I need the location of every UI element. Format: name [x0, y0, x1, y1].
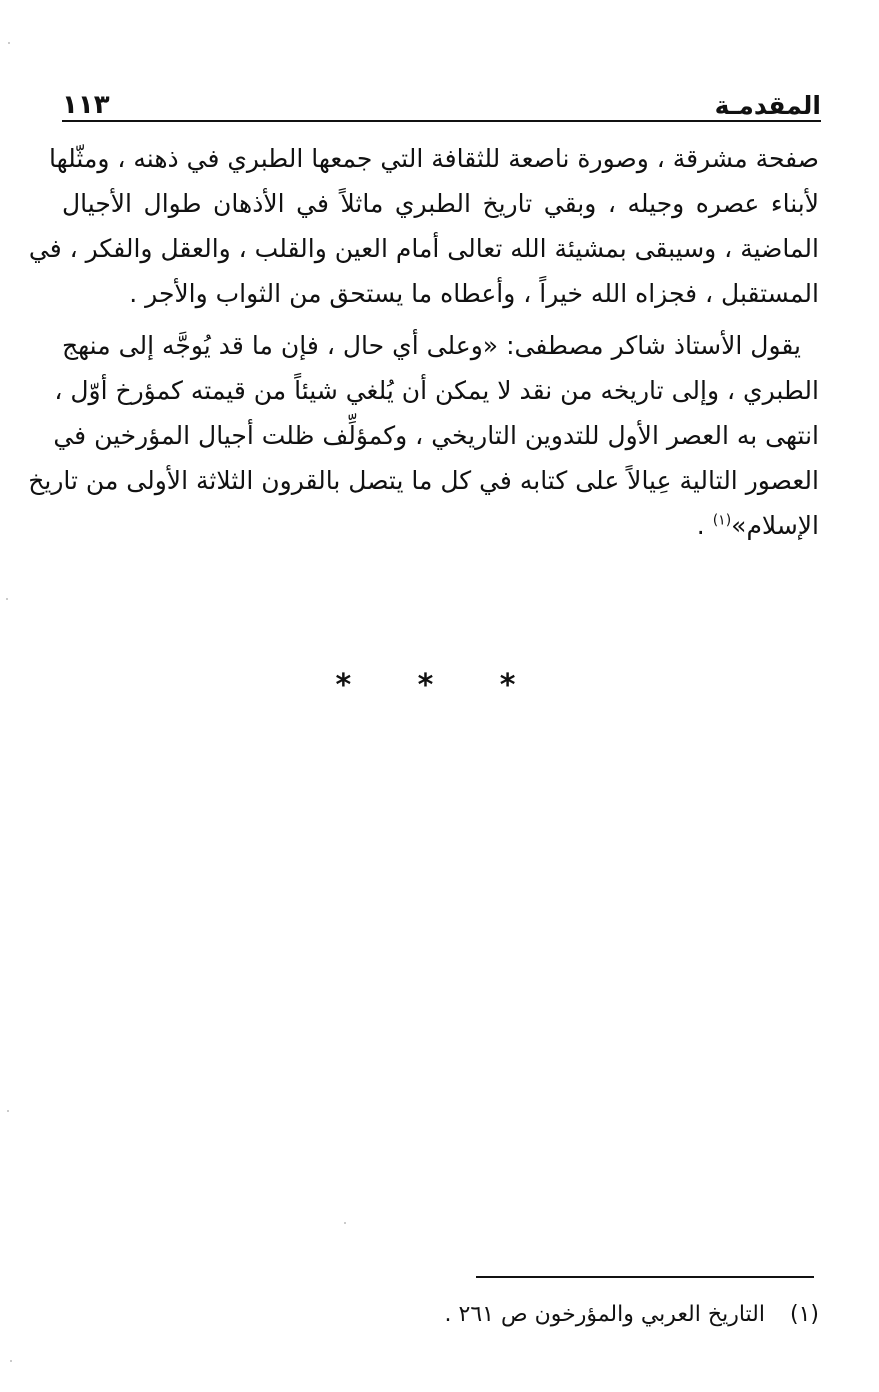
scan-speck [10, 1360, 12, 1362]
body-text [28, 136, 819, 548]
text-line: يقول الأستاذ شاكر مصطفى: «وعلى أي حال ، فإن ما قد يُوجَّه إلى منهج [62, 331, 801, 360]
paragraph-2 [28, 323, 819, 548]
footnote-number: (١) [789, 1302, 819, 1327]
running-header [62, 78, 821, 118]
scan-speck [344, 1222, 346, 1224]
text-line: لأبناء عصره وجيله ، وبقي تاريخ الطبري ماثلاً في الأذهان طوال الأجيال [62, 189, 819, 218]
footnote-text: التاريخ العربي والمؤرخون ص ٢٦١ . [444, 1302, 765, 1327]
header-title: المقدمـة [714, 91, 821, 120]
footnote-rule [476, 1276, 814, 1278]
scan-speck [6, 598, 8, 600]
text-line-final [62, 503, 819, 548]
paragraph-1 [28, 136, 819, 316]
text-line: انتهى به العصر الأول للتدوين التاريخي ، وكمؤلِّف ظلت أجيال المؤرخين في [53, 421, 819, 450]
footnote [445, 1300, 819, 1330]
text-line: المستقبل ، فجزاه الله خيراً ، وأعطاه ما يستحق من الثواب والأجر . [129, 279, 819, 308]
text-line: الماضية ، وسيبقى بمشيئة الله تعالى أمام العين والقلب ، والعقل والفكر ، في [28, 234, 819, 263]
section-separator: * * * [335, 668, 544, 703]
scan-speck [8, 42, 10, 44]
scan-speck [7, 1110, 9, 1112]
text-line: الطبري ، وإلى تاريخه من نقد لا يمكن أن يُلغي شيئاً من قيمته كمؤرخ أوّل ، [54, 376, 819, 405]
text-line: العصور التالية عِيالاً على كتابه في كل ما يتصل بالقرون الثلاثة الأولى من تاريخ [28, 466, 819, 495]
quote-end-text: الإسلام» [731, 511, 819, 540]
end-punctuation: . [696, 511, 713, 540]
text-line: صفحة مشرقة ، وصورة ناصعة للثقافة التي جمعها الطبري في ذهنه ، ومثّلها [49, 144, 819, 173]
page-number: ١١٣ [62, 90, 110, 120]
footnote-reference[interactable]: (١) [712, 512, 732, 529]
header-rule [62, 120, 821, 122]
